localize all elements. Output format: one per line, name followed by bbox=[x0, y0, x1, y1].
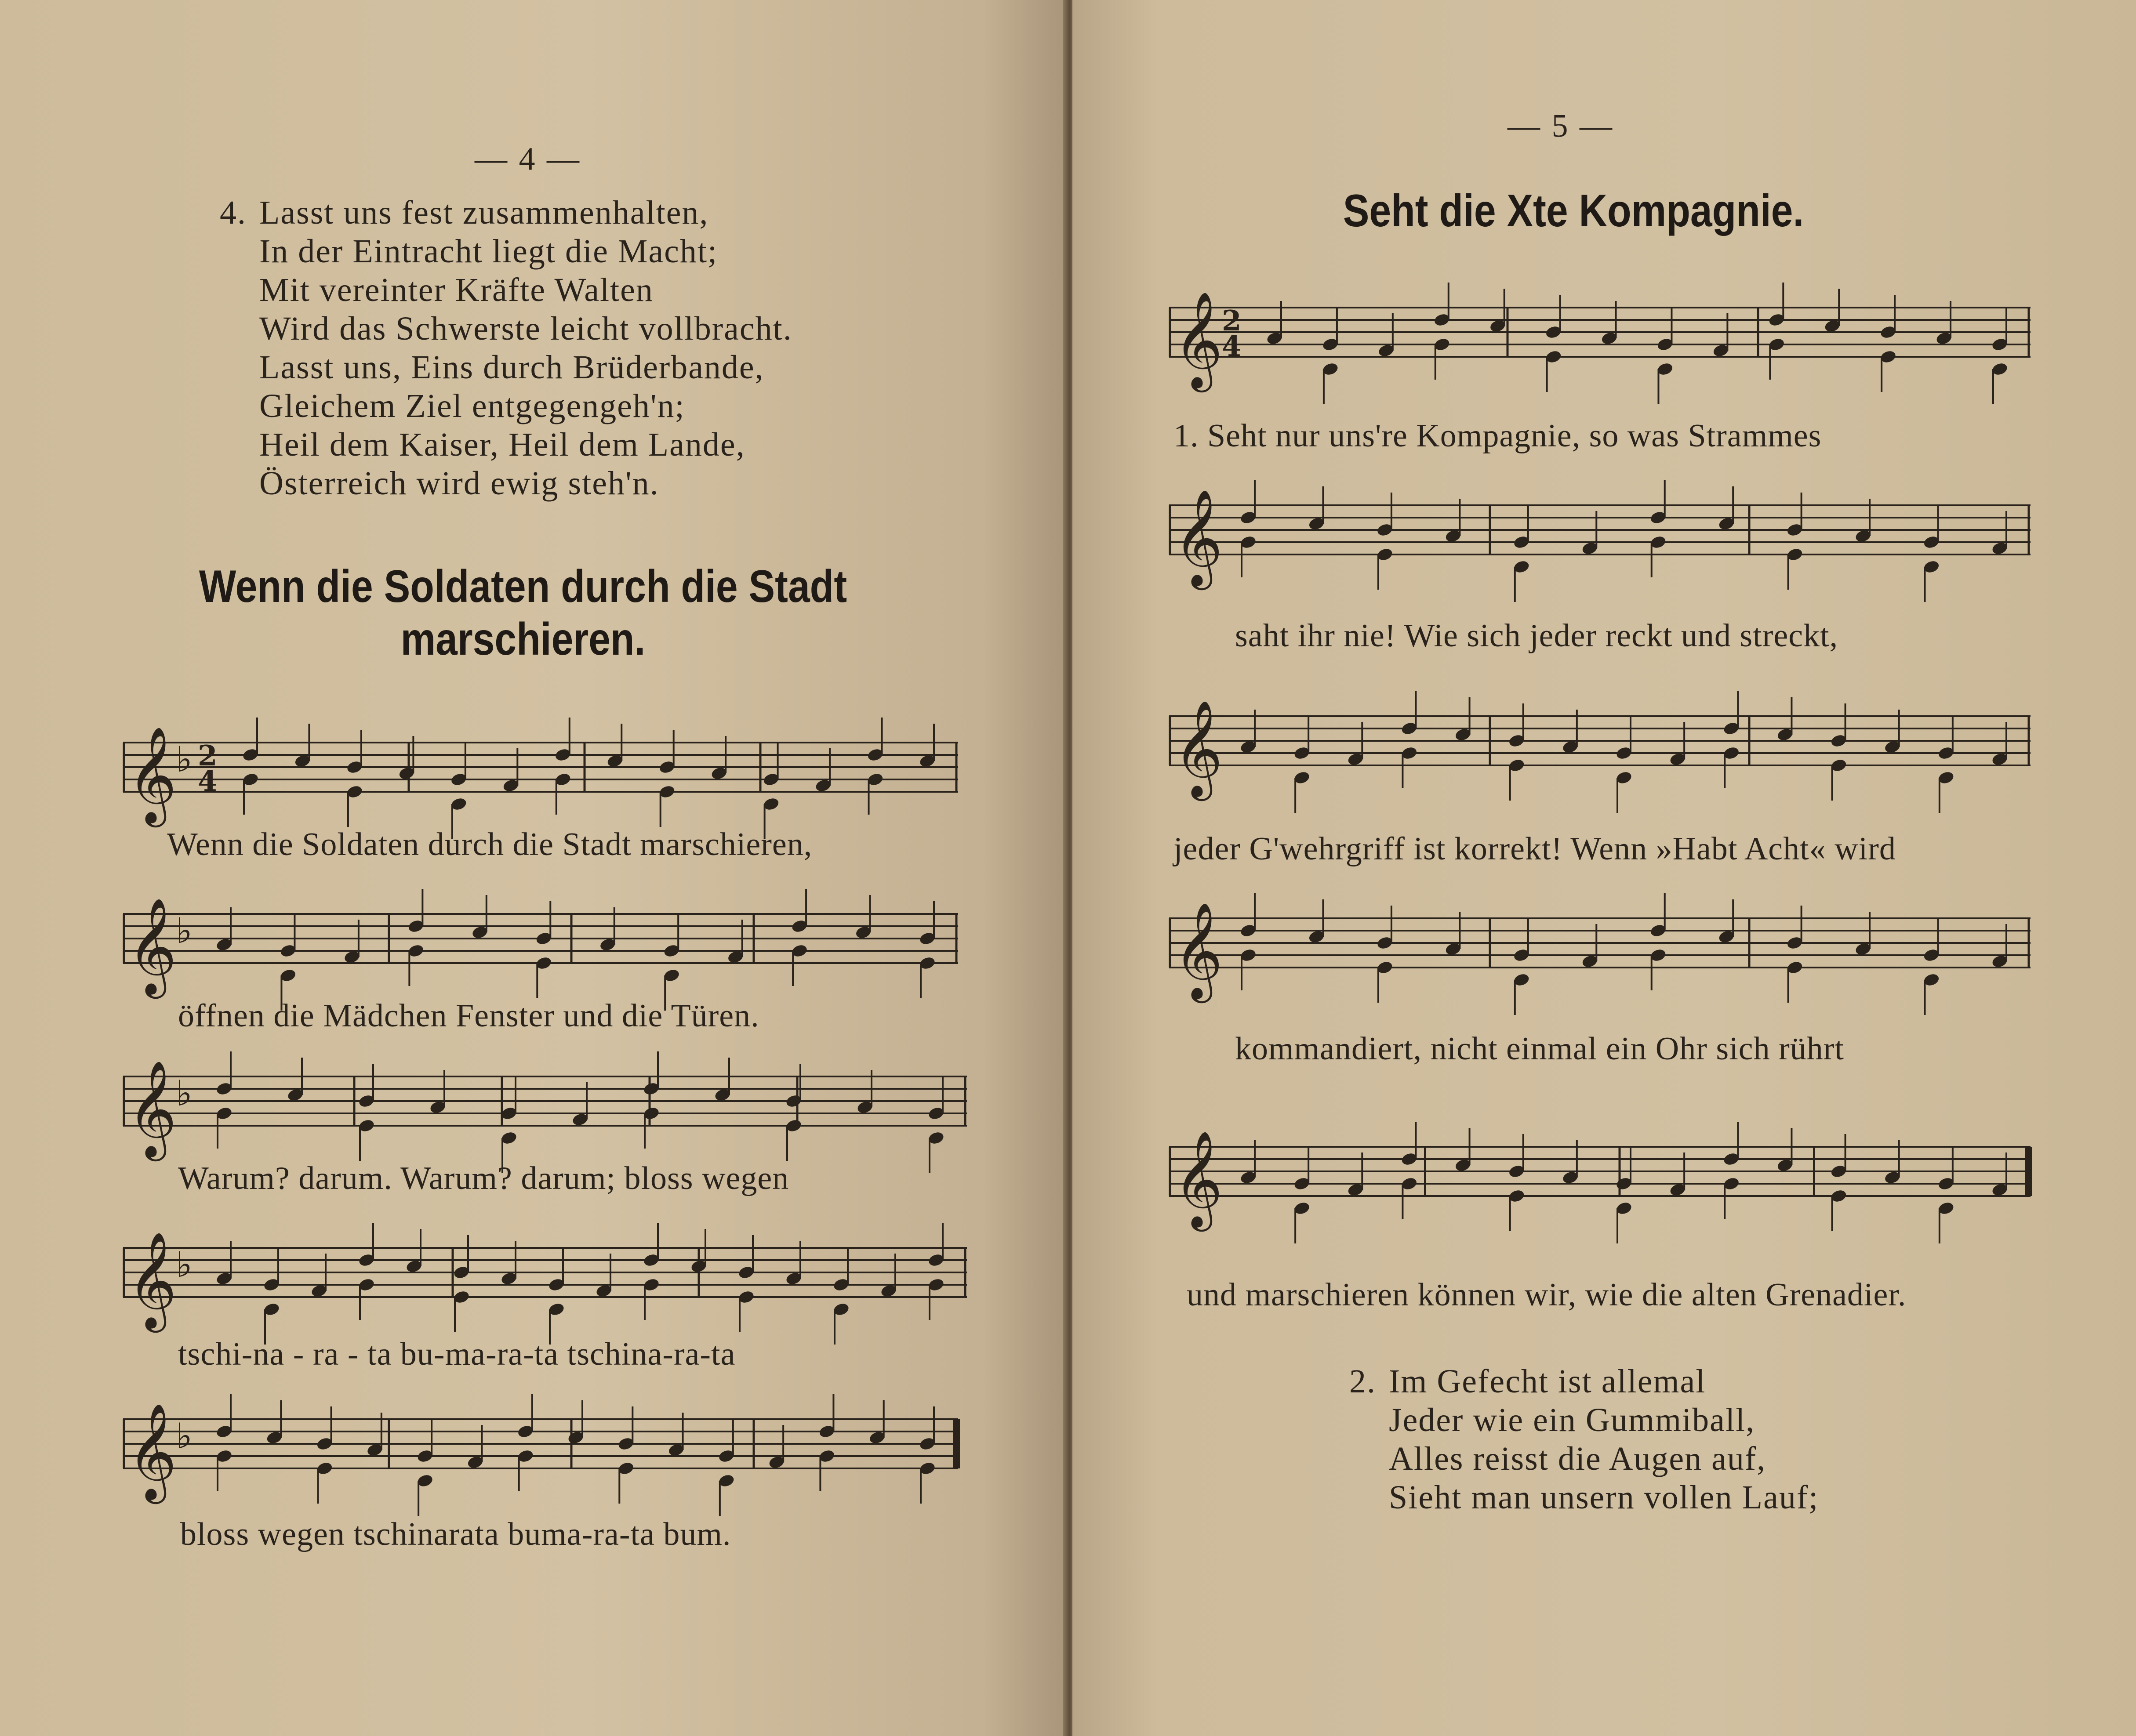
verse-line: Jeder wie ein Gummiball, bbox=[1389, 1402, 1755, 1439]
song-title-right: Seht die Xte Kompagnie. bbox=[1343, 185, 1804, 236]
lyric-line: Wenn die Soldaten durch die Stadt marschieren, bbox=[167, 826, 813, 863]
treble-clef-icon: 𝄞 bbox=[127, 1403, 177, 1500]
verse-line: Lasst uns fest zusammenhalten, bbox=[259, 194, 709, 231]
flat-sign-icon: ♭ bbox=[176, 739, 193, 780]
left-page bbox=[0, 0, 1067, 1736]
verse-line: Heil dem Kaiser, Heil dem Lande, bbox=[259, 426, 745, 463]
lyric-line: Warum? darum. Warum? darum; bloss wegen bbox=[178, 1160, 789, 1196]
music-staff bbox=[1169, 1129, 2031, 1235]
lyric-line: 1. Seht nur uns're Kompagnie, so was Strammes bbox=[1173, 418, 1822, 454]
treble-clef-icon: 𝄞 bbox=[127, 897, 177, 994]
verse-line: Alles reisst die Augen auf, bbox=[1389, 1440, 1766, 1477]
flat-sign-icon: ♭ bbox=[176, 1416, 193, 1457]
verse-line: In der Eintracht liegt die Macht; bbox=[259, 233, 718, 270]
verse-4 bbox=[220, 193, 792, 503]
song-title-line: marschieren. bbox=[400, 614, 646, 665]
lyric-line: bloss wegen tschinarata buma-ra-ta bum. bbox=[180, 1516, 731, 1552]
page-number-left: — 4 — bbox=[475, 141, 581, 177]
lyric-line: und marschieren können wir, wie die alten Grenadier. bbox=[1187, 1277, 1907, 1313]
time-signature-top: 2 bbox=[198, 739, 218, 772]
music-staff bbox=[123, 1230, 967, 1328]
lyric-line: saht ihr nie! Wie sich jeder reckt und streckt, bbox=[1235, 618, 1838, 654]
music-staff bbox=[1169, 699, 2031, 804]
music-staff bbox=[123, 725, 958, 823]
music-staff bbox=[123, 1059, 967, 1157]
music-staff bbox=[1169, 290, 2031, 395]
verse-line: Im Gefecht ist allemal bbox=[1389, 1363, 1706, 1400]
treble-clef-icon: 𝄞 bbox=[1173, 902, 1223, 999]
verse-line: Gleichem Ziel entgegengeh'n; bbox=[259, 388, 685, 424]
flat-sign-icon: ♭ bbox=[176, 1244, 193, 1285]
song-title-left bbox=[149, 560, 897, 666]
music-staff bbox=[1169, 901, 2031, 1006]
music-staff bbox=[123, 896, 958, 994]
time-signature-bottom: 4 bbox=[198, 765, 218, 798]
lyric-line: jeder G'wehrgriff ist korrekt! Wenn »Habt Acht« wird bbox=[1173, 831, 1896, 867]
flat-sign-icon: ♭ bbox=[176, 1073, 193, 1114]
right-page bbox=[1072, 0, 2136, 1736]
treble-clef-icon: 𝄞 bbox=[127, 726, 177, 823]
verse-2 bbox=[1349, 1362, 1819, 1517]
treble-clef-icon: 𝄞 bbox=[1173, 291, 1223, 388]
flat-sign-icon: ♭ bbox=[176, 910, 193, 951]
music-staff bbox=[1169, 488, 2031, 593]
treble-clef-icon: 𝄞 bbox=[127, 1231, 177, 1328]
lyric-line: öffnen die Mädchen Fenster und die Türen. bbox=[178, 998, 759, 1034]
treble-clef-icon: 𝄞 bbox=[1173, 699, 1223, 797]
verse-line: Lasst uns, Eins durch Brüderbande, bbox=[259, 349, 764, 386]
time-signature-top: 2 bbox=[1222, 304, 1242, 337]
treble-clef-icon: 𝄞 bbox=[1173, 489, 1223, 586]
lyric-line: kommandiert, nicht einmal ein Ohr sich rührt bbox=[1235, 1031, 1844, 1067]
verse-line: Wird das Schwerste leicht vollbracht. bbox=[259, 310, 792, 347]
verse-number: 4. bbox=[220, 194, 247, 231]
verse-line: Sieht man unsern vollen Lauf; bbox=[1389, 1479, 1819, 1516]
verse-number: 2. bbox=[1349, 1363, 1376, 1400]
music-staff bbox=[123, 1402, 958, 1500]
treble-clef-icon: 𝄞 bbox=[127, 1060, 177, 1157]
song-title-line: Wenn die Soldaten durch die Stadt bbox=[199, 561, 847, 612]
treble-clef-icon: 𝄞 bbox=[1173, 1130, 1223, 1227]
verse-line: Mit vereinter Kräfte Walten bbox=[259, 272, 654, 308]
verse-line: Österreich wird ewig steh'n. bbox=[259, 465, 659, 502]
lyric-line: tschi-na - ra - ta bu-ma-ra-ta tschina-ra-ta bbox=[178, 1336, 736, 1372]
page-number-right: — 5 — bbox=[1508, 108, 1614, 144]
time-signature-bottom: 4 bbox=[1222, 330, 1242, 363]
